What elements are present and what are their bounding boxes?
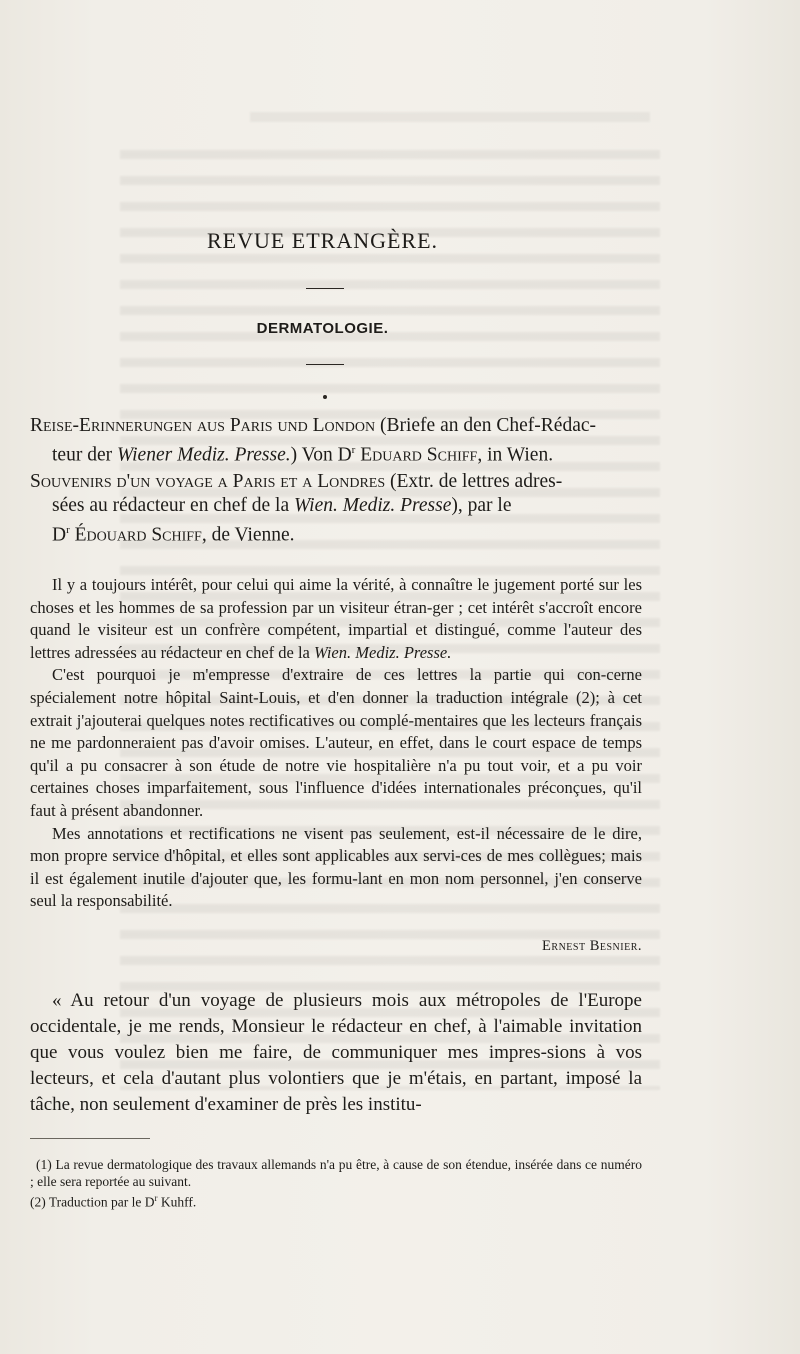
intro-paragraph: C'est pourquoi je m'empresse d'extraire de ces lettres la partie qui con-cerne spécialement notre hôpital Saint-Louis, et d'en donner la traduction intégrale (2); à cet extrait j'ajouterai quelques notes rectificatives ou complé-mentaires que les lecteurs français ne me pardonneraient pas d'avoir omises. L'auteur, en effet, dans le court espace de temps qu'il a pu consacrer à son étude de notre vie hospitalière n'a pu tout voir, et a pu voir certaines choses imparfaitement, sous l'influence d'idées internationales préconçues, qu'il faut à présent abandonner. bbox=[30, 665, 642, 820]
citation-french-text: ), par le bbox=[451, 495, 512, 516]
author-name: Eduard Schiff bbox=[360, 444, 478, 466]
superscript: r bbox=[351, 444, 356, 456]
citation-german-text: , in Wien. bbox=[477, 444, 554, 466]
signature: Ernest Besnier. bbox=[542, 938, 642, 954]
citation-german-text: ) Von D bbox=[290, 444, 352, 466]
title-divider bbox=[306, 288, 344, 289]
letter-paragraph: « Au retour d'un voyage de plusieurs mois aux métropoles de l'Europe occidentale, je me rends, Monsieur le rédacteur en chef, à l'aimable invitation que vous voulez bien me faire, de communiquer mes impres-sions à vos lecteurs, et cela d'autant plus volontiers que je m'étais, en partant, imposé la tâche, non seulement d'examiner de près les institu- bbox=[30, 990, 642, 1115]
footnote-rule bbox=[30, 1138, 150, 1139]
author-name: Édouard Schiff bbox=[74, 524, 202, 546]
journal-title: Wiener Mediz. Presse. bbox=[116, 444, 291, 466]
citation-french-title: Souvenirs d'un voyage a Paris et a Londres bbox=[30, 471, 386, 492]
footnote-2-text: (2) Traduction par le D bbox=[30, 1194, 155, 1210]
footnotes bbox=[30, 1156, 642, 1211]
footnote-1: (1) La revue dermatologique des travaux allemands n'a pu être, à cause de son étendue, insérée dans ce numéro ; elle sera reportée au suivant. bbox=[30, 1157, 642, 1189]
intro-paragraph: Mes annotations et rectifications ne visent pas seulement, est-il nécessaire de le dire, mon propre service d'hôpital, et elles sont applicables aux servi-ces de mes collègues; mais il est également inutile d'ajouter que, les formu-lant en mon nom personnel, j'en conserve seul la responsabilité. bbox=[30, 823, 642, 911]
letter-text bbox=[30, 988, 642, 1118]
citation-german-title: Reise-Erinnerungen aus Paris und London bbox=[30, 415, 376, 436]
citation-french-text: , de Vienne. bbox=[201, 524, 295, 546]
page-title: REVUE ETRANGÈRE. bbox=[206, 228, 439, 253]
superscript: r bbox=[66, 524, 70, 536]
citation-french-text: (Extr. de lettres adres- bbox=[385, 471, 563, 492]
bleed-through-header bbox=[250, 112, 650, 122]
citation-german-text: teur der bbox=[52, 444, 117, 466]
footnote-2-text: Kuhff. bbox=[157, 1194, 197, 1210]
citation-german bbox=[30, 414, 642, 468]
section-heading: DERMATOLOGIE. bbox=[256, 320, 389, 337]
citation-french-text: D bbox=[52, 524, 67, 546]
section-divider bbox=[306, 364, 344, 365]
citation-french-text: sées au rédacteur en chef de la bbox=[52, 495, 294, 516]
journal-title: Wien. Mediz. Presse. bbox=[314, 642, 452, 662]
intro-text: Il y a toujours intérêt, pour celui qui aime la vérité, à connaître le jugement porté sur les choses et les hommes de sa profession par un visiteur étran-ger ; cet intérêt s'accroît encore quand le visiteur est un confrère compétent, impartial et distingué, comme l'auteur des lettres adressées au rédacteur en chef de la bbox=[30, 575, 642, 662]
journal-title: Wien. Mediz. Presse bbox=[293, 495, 452, 516]
citation-german-text: (Briefe an den Chef-Rédac- bbox=[375, 415, 596, 436]
ornament-dot bbox=[323, 395, 327, 399]
intro-note bbox=[30, 574, 642, 913]
footnote-2 bbox=[30, 1190, 642, 1211]
citation-french bbox=[30, 470, 642, 548]
intro-paragraph bbox=[30, 574, 642, 664]
superscript: r bbox=[154, 1193, 158, 1203]
